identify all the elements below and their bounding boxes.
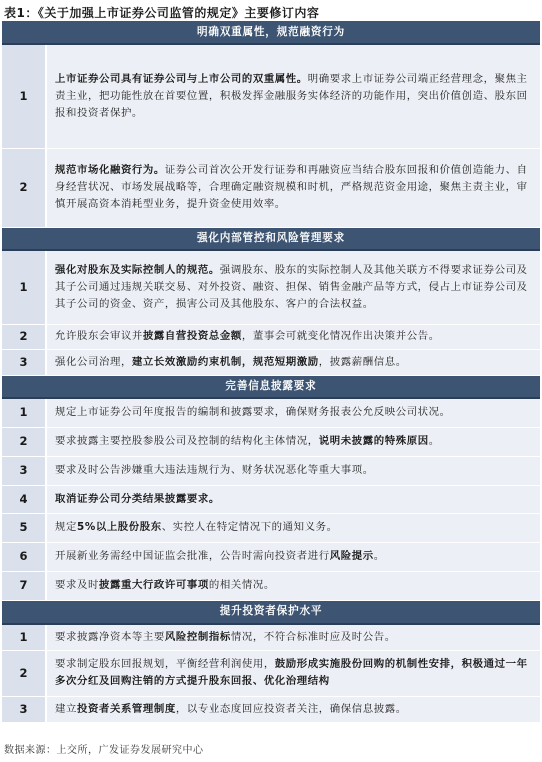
body-text: 情况，不符合标准时应及时公告。 (230, 630, 396, 643)
table-row (2, 650, 540, 696)
emphasized-text: 规范市场化融资行为。 (55, 164, 165, 176)
emphasized-text: 披露自营投资总金额 (142, 330, 242, 342)
section-header: 完善信息披露要求 (2, 375, 540, 398)
body-text: 要求披露净资本等主要 (55, 630, 165, 643)
row-number: 1 (2, 624, 46, 650)
table-row (2, 513, 540, 542)
row-number: 2 (2, 324, 46, 349)
data-source-note: 数据来源：上交所，广发证券发展研究中心 (4, 745, 204, 756)
table-row (2, 696, 540, 722)
emphasized-text: 风险提示 (329, 550, 374, 562)
table-row (2, 427, 540, 456)
emphasized-text: 风险控制指标 (164, 630, 231, 643)
emphasized-text: 披露重大行政许可事项 (98, 579, 209, 591)
table-row (2, 250, 540, 324)
body-text: 强调股东、股东的实际控制人及其他关联方不得要求证券公司及其子公司通过违规关联交易、对外投资、融资、担保、销售金融产品等方式，侵占上市证券公司及其子公司的资金、资产，损害公司及其他股东、客户的合法权益。 (55, 263, 528, 310)
table-row (2, 485, 540, 513)
section-header: 强化内部管控和风险管理要求 (2, 227, 540, 250)
body-text: 规定 (55, 521, 77, 533)
row-number: 4 (2, 485, 46, 513)
section-header-row (2, 227, 540, 250)
body-text: 要求及时 (55, 579, 99, 591)
row-content (46, 398, 540, 427)
body-text: 强化公司治理， (55, 355, 132, 368)
table-row (2, 148, 540, 227)
section-header: 提升投资者保护水平 (2, 600, 540, 624)
revision-table-body (2, 21, 540, 722)
body-text: 要求制定股东回报规划，平衡经营利润使用， (55, 658, 275, 670)
body-text: 要求及时公告涉嫌重大违法违规行为、财务状况恶化等重大事项。 (55, 464, 374, 476)
row-number: 5 (2, 513, 46, 542)
body-text: 建立 (55, 702, 77, 715)
section-header-row (2, 21, 540, 44)
row-content (46, 349, 540, 375)
section-header-row (2, 600, 540, 624)
row-content (46, 44, 540, 148)
row-number: 2 (2, 650, 46, 696)
table-row (2, 44, 540, 148)
table-row (2, 624, 540, 650)
emphasized-text: 投资者关系管理制度 (76, 702, 176, 715)
section-header-row (2, 375, 540, 398)
table-row (2, 398, 540, 427)
body-text: 规定上市证券公司年度报告的编制和披露要求，确保财务报表公允反映公司状况。 (55, 406, 451, 419)
row-number: 1 (2, 250, 46, 324)
table-row (2, 456, 540, 485)
row-content (46, 324, 540, 349)
emphasized-text: 上市证券公司具有证券公司与上市公司的双重属性。 (55, 72, 308, 85)
row-content (46, 650, 540, 696)
row-content (46, 148, 540, 227)
body-text: 允许股东会审议并 (55, 330, 143, 342)
table-row (2, 542, 540, 571)
body-text: 明确要求上市证券公司端正经营理念，聚焦主责主业，把功能性放在首要位置，积极发挥金融服务实体经济的功能作用，突出价值创造、股东回报和投资者保护。 (55, 72, 528, 119)
row-content (46, 696, 540, 722)
row-content (46, 513, 540, 542)
body-text: ，披露薪酬信息。 (318, 355, 407, 368)
row-number: 3 (2, 349, 46, 375)
section-header: 明确双重属性，规范融资行为 (2, 21, 540, 44)
row-content (46, 542, 540, 571)
row-content (46, 485, 540, 513)
body-text: ，董事会可就变化情况作出决策并公告。 (241, 330, 440, 342)
revision-table (2, 21, 540, 723)
row-number: 6 (2, 542, 46, 571)
row-number: 3 (2, 456, 46, 485)
emphasized-text: 强化对股东及实际控制人的规范。 (55, 263, 220, 276)
emphasized-text: 说明未披露的特殊原因 (318, 435, 429, 447)
row-content (46, 624, 540, 650)
row-content (46, 250, 540, 324)
emphasized-text: 取消证券公司分类结果披露要求。 (55, 492, 220, 505)
body-text: 。 (373, 550, 385, 562)
row-number: 1 (2, 44, 46, 148)
body-text: 要求披露主要控股参股公司及控制的结构化主体情况， (55, 435, 319, 447)
row-content (46, 571, 540, 600)
row-number: 2 (2, 427, 46, 456)
table-title: 表1：《关于加强上市证券公司监管的规定》主要修订内容 (4, 6, 320, 20)
row-number: 3 (2, 696, 46, 722)
row-content (46, 456, 540, 485)
row-content (46, 427, 540, 456)
table-row (2, 349, 540, 375)
emphasized-text: 建立长效激励约束机制，规范短期激励 (131, 355, 319, 368)
emphasized-text: 5%以上股份股东 (76, 521, 162, 533)
row-number: 7 (2, 571, 46, 600)
emphasized-text: 鼓励形成实施股份回购的机制性安排，积极通过一年多次分红及回购注销的方式提升股东回报、优化治理结构 (55, 658, 528, 687)
table-row (2, 324, 540, 349)
body-text: 开展新业务需经中国证监会批准，公告时需向投资者进行 (55, 550, 330, 562)
body-text: ，以专业态度回应投资者关注，确保信息披露。 (175, 702, 407, 715)
table-row (2, 571, 540, 600)
body-text: 的相关情况。 (208, 579, 275, 591)
body-text: 、实控人在特定情况下的通知义务。 (161, 521, 338, 533)
row-number: 1 (2, 398, 46, 427)
row-number: 2 (2, 148, 46, 227)
body-text: 证券公司首次公开发行证券和再融资应当结合股东回报和价值创造能力、自身经营状况、市场发展战略等，合理确定融资规模和时机，严格规范资金用途，聚焦主责主业，审慎开展高资本消耗型业务，提升资金使用效率。 (55, 164, 528, 210)
body-text: 。 (428, 435, 440, 447)
